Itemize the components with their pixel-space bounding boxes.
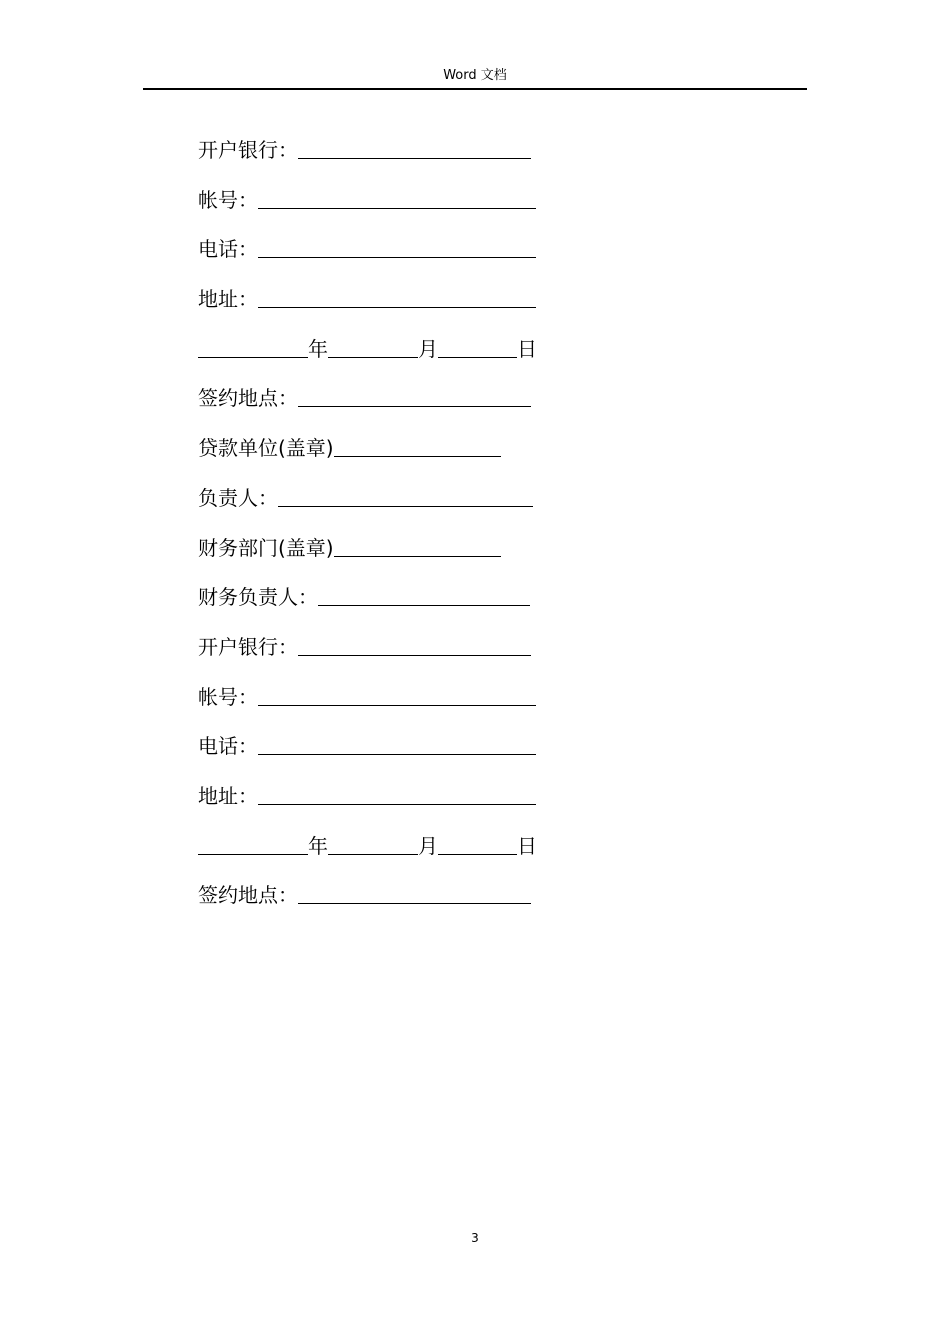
fill-blank	[278, 484, 533, 507]
fill-blank	[258, 683, 536, 706]
month-blank	[328, 832, 418, 855]
form-line-phone-2	[198, 732, 558, 782]
fill-blank	[298, 881, 531, 904]
month-label: 月	[418, 833, 438, 858]
form-line-account	[198, 186, 558, 236]
field-label: 开户银行：	[198, 138, 298, 162]
page-header	[143, 66, 807, 90]
form-line-signing-place-2	[198, 881, 558, 931]
fill-blank	[258, 235, 536, 258]
form-line-finance-seal	[198, 534, 558, 584]
form-line-bank	[198, 136, 558, 186]
form-line-address-2	[198, 782, 558, 832]
year-label: 年	[308, 336, 328, 361]
form-line-lender-seal	[198, 434, 558, 484]
day-label: 日	[517, 833, 537, 858]
fill-blank	[298, 384, 531, 407]
field-label: 帐号：	[198, 684, 258, 709]
field-label: 地址：	[198, 287, 258, 312]
field-label: 开户银行：	[198, 634, 298, 659]
day-label: 日	[517, 336, 537, 361]
header-title: Word 文档	[443, 68, 507, 83]
day-blank	[438, 832, 517, 855]
month-label: 月	[418, 336, 438, 361]
fill-blank	[298, 633, 531, 656]
form-body	[198, 136, 558, 931]
form-line-date-2	[198, 832, 558, 882]
form-line-date	[198, 335, 558, 385]
fill-blank	[298, 136, 531, 159]
field-label: 电话：	[198, 237, 258, 262]
month-blank	[328, 335, 418, 358]
form-line-responsible-person	[198, 484, 558, 534]
form-line-finance-head	[198, 583, 558, 633]
field-label: 财务部门(盖章)	[198, 535, 334, 560]
field-label: 签约地点：	[198, 883, 298, 908]
year-blank	[198, 335, 308, 358]
field-label: 电话：	[198, 734, 258, 759]
form-line-phone	[198, 235, 558, 285]
year-blank	[198, 832, 308, 855]
fill-blank	[318, 583, 530, 606]
fill-blank	[258, 732, 536, 755]
field-label: 签约地点：	[198, 386, 298, 411]
field-label: 贷款单位(盖章)	[198, 436, 334, 461]
form-line-account-2	[198, 683, 558, 733]
fill-blank	[334, 534, 501, 557]
page-number: 3	[471, 1231, 479, 1245]
field-label: 帐号：	[198, 187, 258, 212]
fill-blank	[258, 186, 536, 209]
year-label: 年	[308, 833, 328, 858]
field-label: 地址：	[198, 783, 258, 808]
field-label: 财务负责人：	[198, 585, 318, 610]
day-blank	[438, 335, 517, 358]
fill-blank	[258, 782, 536, 805]
fill-blank	[334, 434, 501, 457]
form-line-address	[198, 285, 558, 335]
form-line-signing-place	[198, 384, 558, 434]
form-line-bank-2	[198, 633, 558, 683]
fill-blank	[258, 285, 536, 308]
field-label: 负责人：	[198, 485, 278, 510]
